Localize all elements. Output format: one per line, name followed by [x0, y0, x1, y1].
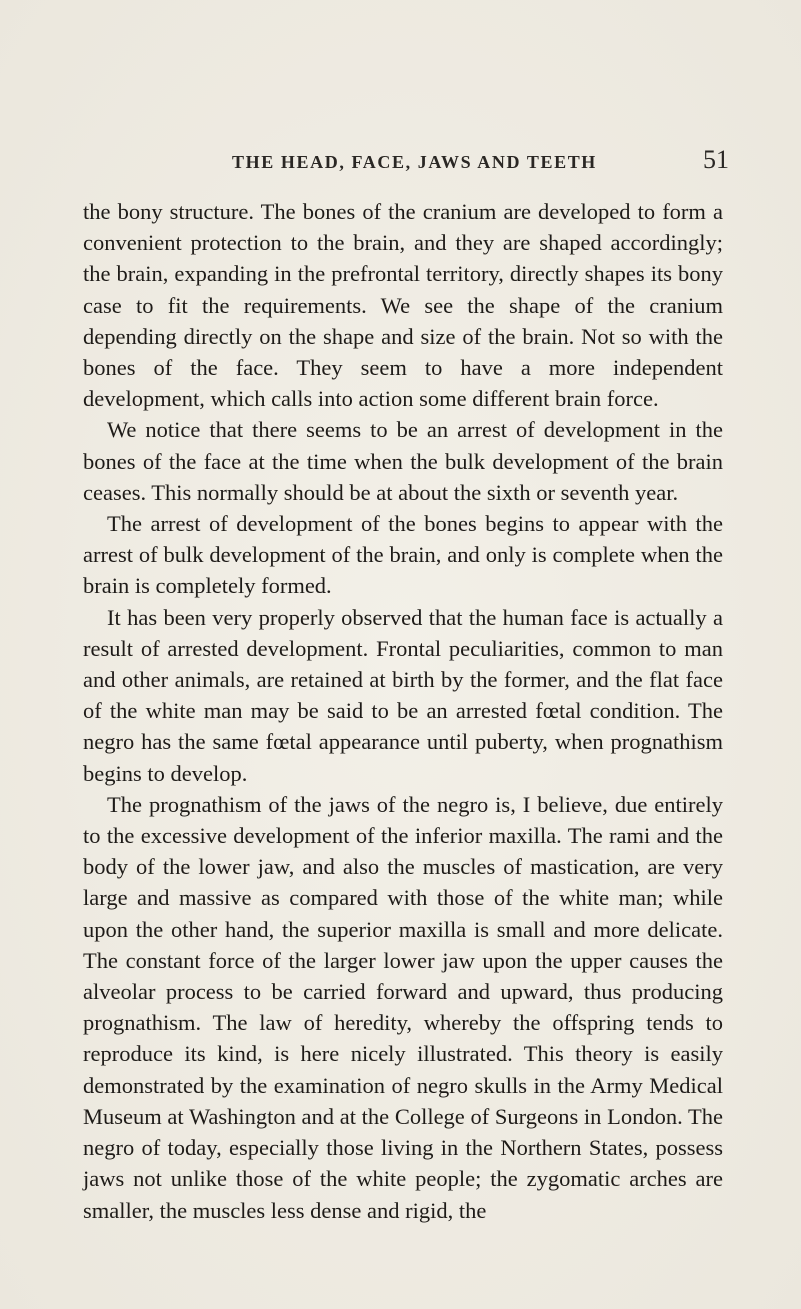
paragraph: The arrest of development of the bones begins to appear with the arrest of bulk development of the brain, and only is complete when the brain is completely formed. — [83, 511, 723, 599]
paragraph: It has been very properly observed that the human face is actually a result of arrested development. Frontal peculiarities, common to man and other animals, are retained at birth by the former, and the flat face of the white man may be said to be an arrested fœtal condition. The negro has the same fœtal appearance until puberty, when prognathism begins to develop. — [83, 604, 723, 786]
paragraph: We notice that there seems to be an arrest of development in the bones of the face at the time when the bulk development of the brain ceases. This normally should be at about the sixth or seventh year. — [83, 417, 723, 505]
running-head: THE HEAD, FACE, JAWS AND TEETH — [232, 152, 597, 172]
body-text — [83, 196, 723, 1226]
page-number: 51 — [703, 145, 729, 174]
paragraph: The prognathism of the jaws of the negro is, I believe, due entirely to the excessive development of the inferior maxilla. The rami and the body of the lower jaw, and also the muscles of mastication, are very large and massive as compared with those of the white man; while upon the other hand, the superior maxilla is small and more delicate. The constant force of the larger lower jaw upon the upper causes the alveolar process to be carried forward and upward, thus producing prognathism. The law of heredity, whereby the offspring tends to reproduce its kind, is here nicely illustrated. This theory is easily demonstrated by the examination of negro skulls in the Army Medical Museum at Washington and at the College of Surgeons in London. The negro of today, especially those living in the Northern States, possess jaws not unlike those of the white people; the zygomatic arches are smaller, the muscles less dense and rigid, the — [83, 791, 723, 1223]
paragraph-continued: the bony structure. The bones of the cranium are developed to form a convenient protection to the brain, and they are shaped accordingly; the brain, expanding in the prefrontal territory, directly shapes its bony case to fit the requirements. We see the shape of the cranium depending directly on the shape and size of the brain. Not so with the bones of the face. They seem to have a more independent development, which calls into action some different brain force. — [83, 199, 723, 412]
